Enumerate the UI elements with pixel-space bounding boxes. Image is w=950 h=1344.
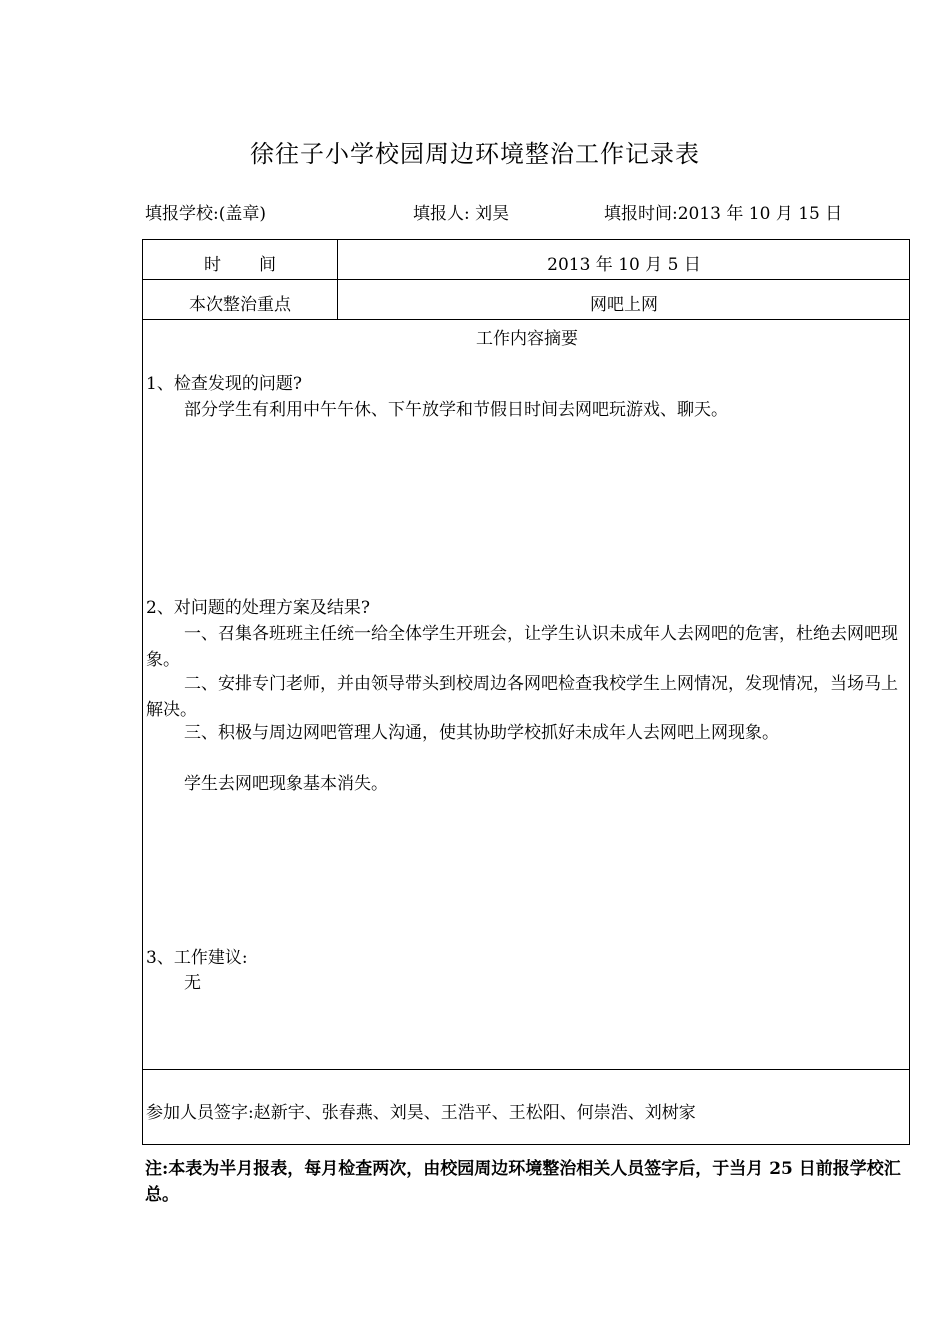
q1-heading: 1、检查发现的问题? [146, 374, 302, 394]
time-label-part: 时 [204, 255, 221, 275]
summary-heading: 工作内容摘要 [476, 329, 578, 349]
time-label [143, 250, 337, 275]
signatures: 参加人员签字:赵新宇、张春燕、刘昊、王浩平、王松阳、何崇浩、刘树家 [146, 1103, 696, 1123]
time-label-part: 间 [259, 255, 276, 275]
record-table [142, 239, 910, 1145]
report-date-label: 填报时间:2013 年 10 月 15 日 [604, 204, 843, 224]
q2-heading: 2、对问题的处理方案及结果? [146, 598, 370, 618]
q2-item-2: 二、安排专门老师，并由领导带头到校周边各网吧检查我校学生上网情况，发现情况，当场马上解决。 [146, 674, 898, 720]
row-divider [143, 1069, 909, 1070]
q2-item-3: 三、积极与周边网吧管理人沟通，使其协助学校抓好未成年人去网吧上网现象。 [184, 723, 779, 743]
focus-value: 网吧上网 [590, 295, 658, 315]
q3-text: 无 [184, 973, 201, 993]
q2-result: 学生去网吧现象基本消失。 [184, 774, 388, 794]
focus-label: 本次整治重点 [189, 295, 291, 315]
reporter-label: 填报人: 刘昊 [413, 204, 510, 224]
school-label: 填报学校:(盖章) [145, 204, 266, 224]
page-title: 徐往子小学校园周边环境整治工作记录表 [250, 140, 700, 168]
q1-text: 部分学生有利用中午午休、下午放学和节假日时间去网吧玩游戏、聊天。 [184, 400, 728, 420]
time-value: 2013 年 10 月 5 日 [547, 255, 701, 275]
q3-heading: 3、工作建议: [146, 948, 248, 968]
row-divider [143, 279, 909, 280]
row-divider [143, 319, 909, 320]
q2-item-1: 一、召集各班班主任统一给全体学生开班会，让学生认识未成年人去网吧的危害，杜绝去网吧现象。 [146, 624, 898, 670]
footnote: 注:本表为半月报表，每月检查两次，由校园周边环境整治相关人员签字后，于当月 25 日前报学校汇总。 [145, 1159, 901, 1205]
